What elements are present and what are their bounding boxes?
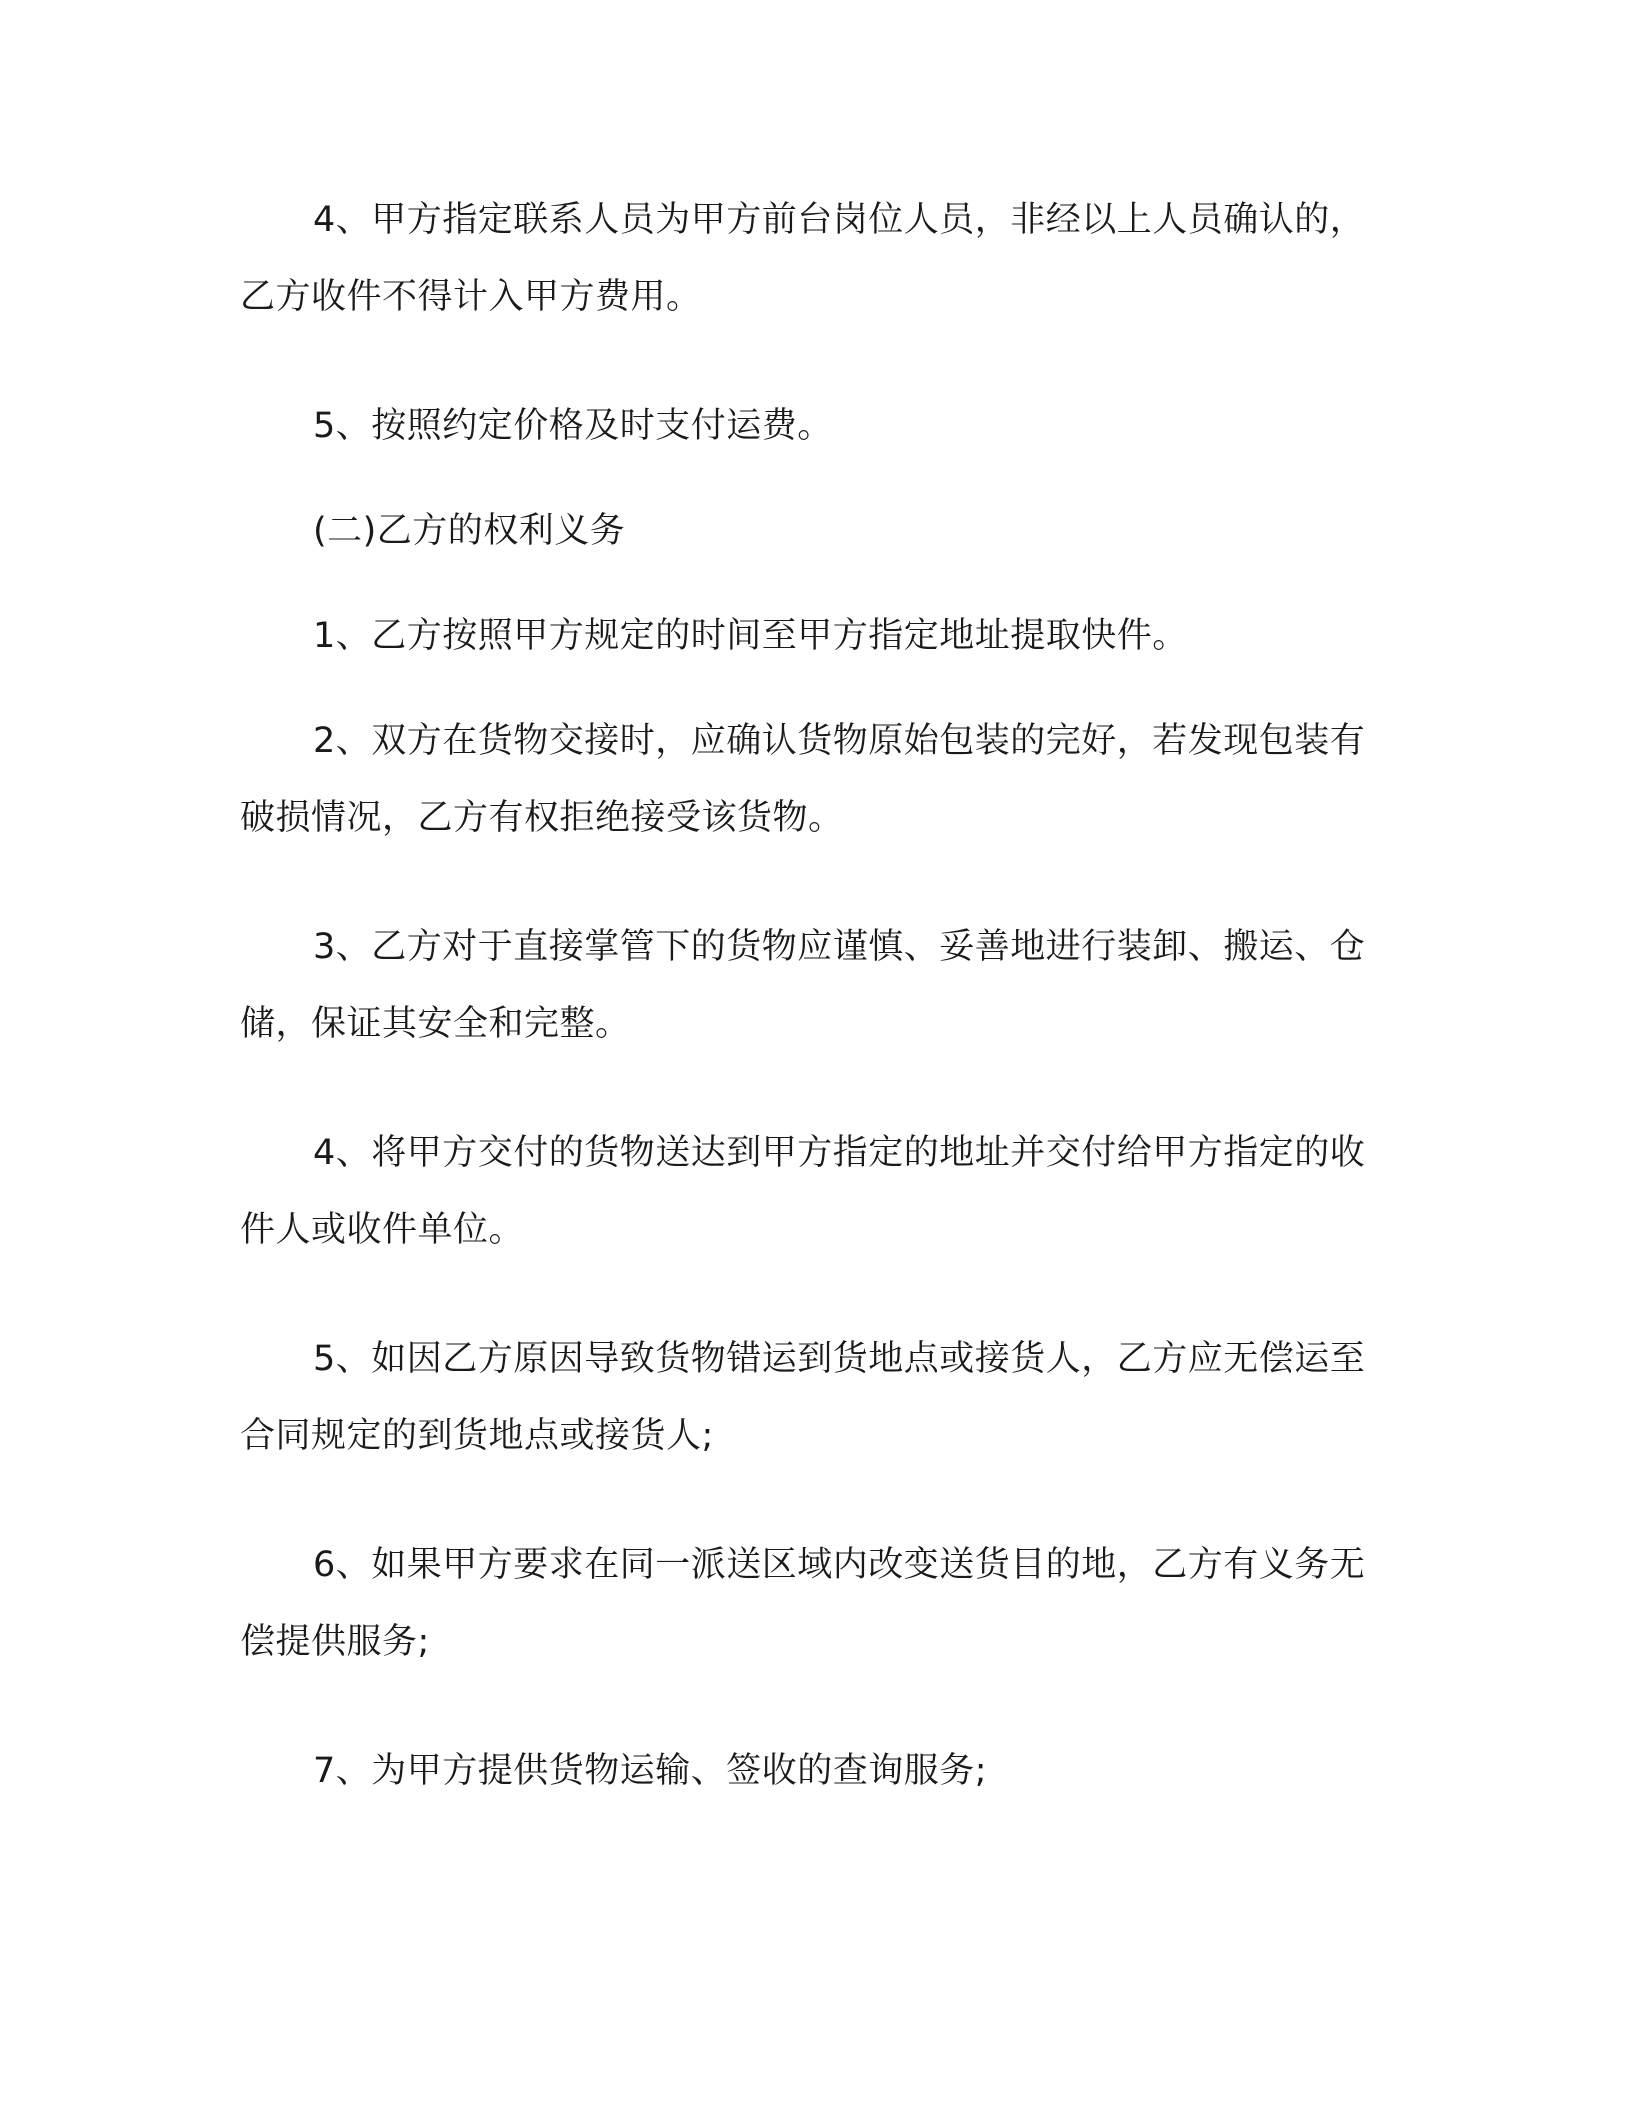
clause-a5-pay-freight: 5、按照约定价格及时支付运费。 [313, 406, 833, 446]
document-body [240, 182, 1372, 1838]
section-heading-party-b: (二)乙方的权利义务 [313, 511, 626, 551]
clause-b5-misdelivery: 5、如因乙方原因导致货物错运到货地点或接货人，乙方应无偿运至合同规定的到货地点或接货人; [240, 1339, 1366, 1456]
clause-b1-pickup: 1、乙方按照甲方规定的时间至甲方指定地址提取快件。 [313, 616, 1188, 656]
clause-b2-handover-inspection: 2、双方在货物交接时，应确认货物原始包装的完好，若发现包装有破损情况，乙方有权拒绝接受该货物。 [240, 721, 1366, 838]
clause-a4-contact-person: 4、甲方指定联系人员为甲方前台岗位人员，非经以上人员确认的，乙方收件不得计入甲方费用。 [240, 200, 1366, 317]
clause-b4-delivery: 4、将甲方交付的货物送达到甲方指定的地址并交付给甲方指定的收件人或收件单位。 [240, 1133, 1366, 1250]
clause-b7-tracking-service: 7、为甲方提供货物运输、签收的查询服务; [313, 1751, 988, 1791]
clause-b3-careful-handling: 3、乙方对于直接掌管下的货物应谨慎、妥善地进行装卸、搬运、仓储，保证其安全和完整。 [240, 927, 1366, 1044]
clause-b6-change-destination: 6、如果甲方要求在同一派送区域内改变送货目的地，乙方有义务无偿提供服务; [240, 1545, 1366, 1662]
